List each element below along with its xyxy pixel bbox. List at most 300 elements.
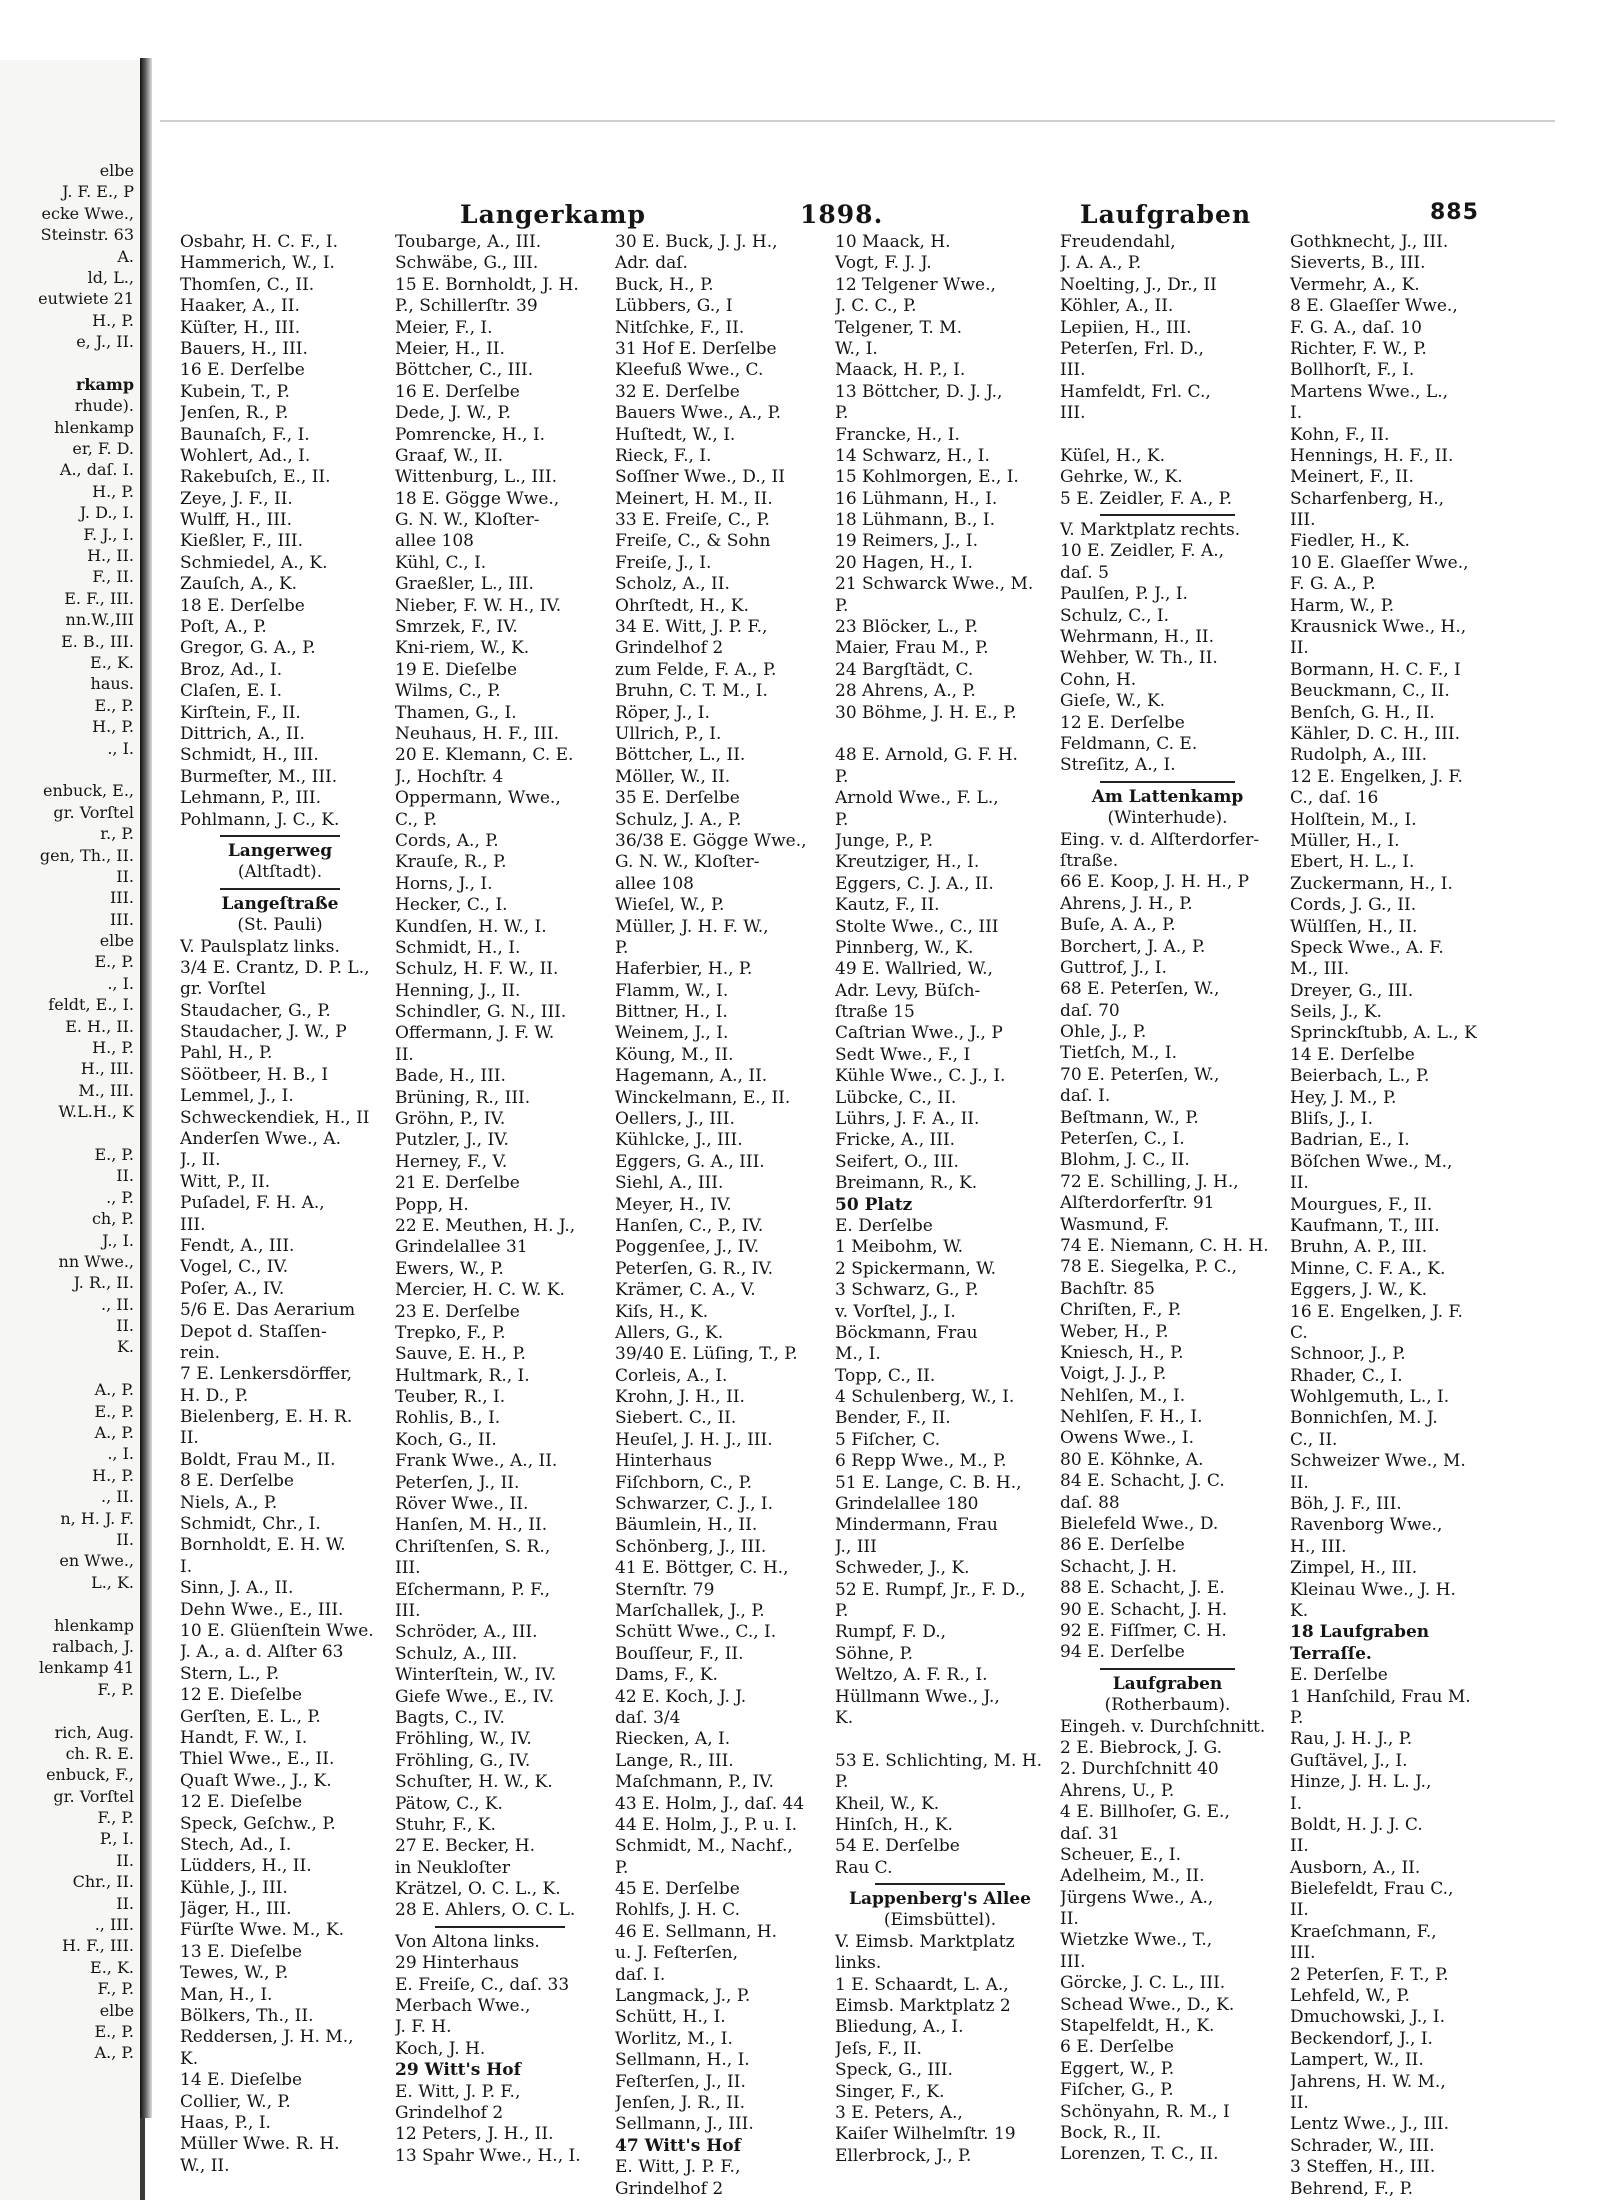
directory-entry: Lüdders, H., II. <box>180 1856 312 1877</box>
directory-entry: Wehber, W. Th., II. <box>1060 648 1218 669</box>
directory-entry: Boldt, H. J. J. C. <box>1290 1814 1423 1835</box>
directory-entry: Feſterſen, J., II. <box>615 2071 746 2092</box>
directory-entry: Köhler, A., II. <box>1060 296 1174 317</box>
directory-entry: II. <box>1290 1472 1309 1493</box>
directory-entry: 8 E. Glaeſſer Wwe., <box>1290 296 1458 317</box>
directory-entry: Bock, R., II. <box>1060 2122 1162 2143</box>
directory-entry: Kraeſchmann, F., <box>1290 1921 1437 1942</box>
directory-entry: 46 E. Sellmann, H. <box>615 1921 778 1942</box>
directory-entry: Oppermann, Wwe., <box>395 788 561 809</box>
directory-entry: E. Derſelbe <box>1290 1665 1388 1686</box>
directory-entry: III. <box>1060 360 1086 381</box>
directory-entry: 48 E. Arnold, G. F. H. <box>835 745 1018 766</box>
book-gutter-shadow <box>140 58 152 2118</box>
directory-entry: 28 Ahrens, A., P. <box>835 681 976 702</box>
directory-entry: Toubarge, A., III. <box>395 232 542 252</box>
prev-page-line: A., P. <box>94 1423 134 1443</box>
directory-entry: Schwäbe, G., III. <box>395 253 539 274</box>
directory-entry: Pahl, H., P. <box>180 1043 273 1064</box>
directory-entry: Kaufmann, T., III. <box>1290 1215 1440 1236</box>
directory-entry: Dede, J. W., P. <box>395 403 511 424</box>
directory-entry: 3/4 E. Crantz, D. P. L., <box>180 957 370 978</box>
directory-entry: Ravenborg Wwe., <box>1290 1515 1443 1536</box>
prev-page-line: n, H. J. F. <box>60 1508 134 1528</box>
directory-entry: Adr. Levy, Büſch- <box>835 980 981 1001</box>
directory-entry: P. <box>835 1601 849 1621</box>
directory-entry: II. <box>1060 1909 1079 1930</box>
directory-entry: II. <box>1290 1836 1309 1857</box>
directory-entry: Grindelhof 2 <box>615 2178 724 2199</box>
directory-entry: 66 E. Koop, J. H. H., P <box>1060 872 1250 893</box>
directory-entry: Söhne, P. <box>835 1643 914 1664</box>
directory-entry: E. Witt, J. P. F., <box>395 2081 521 2102</box>
directory-entry: Burmeſter, M., III. <box>180 766 338 787</box>
directory-entry: Bielenberg, E. H. R. <box>180 1407 353 1428</box>
directory-entry: 94 E. Derſelbe <box>1060 1642 1185 1663</box>
prev-page-line: H., P. <box>92 1038 134 1058</box>
directory-entry: (St. Pauli) <box>237 915 323 936</box>
section-rule <box>435 1926 565 1928</box>
directory-entry: Schröder, A., III. <box>395 1622 538 1643</box>
directory-entry: 23 Blöcker, L., P. <box>835 617 979 638</box>
directory-entry: 2. Durchſchnitt 40 <box>1060 1759 1219 1780</box>
street-heading: 18 Laufgraben <box>1290 1622 1430 1643</box>
directory-entry: Dehn Wwe., E., III. <box>180 1599 344 1620</box>
directory-entry: Gehrke, W., K. <box>1060 467 1183 488</box>
prev-page-line: enbuck, F., <box>46 1765 134 1785</box>
directory-entry: daſ. I. <box>1060 1086 1111 1107</box>
directory-entry: Röper, J., I. <box>615 702 710 723</box>
directory-entry: Nieber, F. W. H., IV. <box>395 595 562 616</box>
directory-entry: in Neukloſter <box>395 1857 510 1878</box>
prev-page-line <box>0 759 140 780</box>
directory-entry: Kühlcke, J., III. <box>615 1130 743 1151</box>
prev-page-line: E. B., III. <box>61 631 134 651</box>
directory-entry: Schulz, A., III. <box>395 1643 518 1664</box>
directory-entry: Meinert, F., II. <box>1290 467 1414 488</box>
directory-entry: Hamfeldt, Frl. C., <box>1060 381 1211 402</box>
directory-entry: Schönyahn, R. M., I <box>1060 2101 1230 2122</box>
directory-entry: 22 E. Meuthen, H. J., <box>395 1215 576 1236</box>
directory-entry: (Rotherbaum). <box>1104 1695 1231 1716</box>
directory-entry: II. <box>395 1044 414 1065</box>
directory-entry: Tietſch, M., I. <box>1060 1043 1177 1064</box>
directory-entry: Sellmann, H., I. <box>615 2050 750 2071</box>
prev-page-line: F., P. <box>97 1808 134 1828</box>
directory-entry: Schmidt, M., Nachf., <box>615 1836 793 1857</box>
directory-entry: Anderſen Wwe., A. <box>180 1129 341 1150</box>
prev-page-line: E. F., III. <box>64 588 134 608</box>
directory-entry: Bormann, H. C. F., I <box>1290 659 1461 680</box>
directory-entry: Bittner, H., I. <box>615 1002 728 1023</box>
prev-page-line: J. R., II. <box>73 1273 134 1293</box>
directory-entry: P. <box>835 1772 849 1793</box>
directory-entry: Sprinckſtubb, A. L., K <box>1290 1023 1477 1044</box>
directory-entry: Wasmund, F. <box>1060 1214 1170 1235</box>
directory-entry: V. Eimsb. Marktplatz <box>835 1931 1015 1952</box>
previous-page-fragment <box>0 60 145 2200</box>
directory-entry: Badrian, E., I. <box>1290 1130 1410 1151</box>
directory-entry: Schulz, C., I. <box>1060 605 1169 626</box>
directory-entry: Arnold Wwe., F. L., <box>835 788 999 809</box>
directory-entry: Behrend, F., P. <box>1290 2178 1414 2199</box>
prev-page-line: E., P. <box>94 1401 134 1421</box>
prev-page-line: II. <box>116 1893 134 1913</box>
prev-page-line: H., P. <box>92 717 134 737</box>
directory-entry: Voigt, J. J., P. <box>1060 1364 1167 1385</box>
directory-entry: 39/40 E. Lüſing, T., P. <box>615 1344 798 1365</box>
directory-entry: Bade, H., III. <box>395 1066 506 1087</box>
directory-entry: Alſterdorferſtr. 91 <box>1060 1193 1215 1214</box>
prev-page-line: nn Wwe., <box>58 1251 134 1271</box>
directory-entry: M., III. <box>1290 959 1350 980</box>
directory-entry: Ahrens, U., P. <box>1060 1780 1175 1801</box>
directory-entry: Handt, F. W., I. <box>180 1727 308 1748</box>
prev-page-line: H., P. <box>92 1465 134 1485</box>
prev-page-line: eutwiete 21 <box>38 289 134 309</box>
directory-entry: Kheil, W., K. <box>835 1793 940 1814</box>
column-5 <box>1060 232 1275 2166</box>
prev-page-line: H. F., III. <box>61 1936 134 1956</box>
directory-entry: Hinze, J. H. L. J., <box>1290 1772 1432 1793</box>
directory-entry: C. <box>1290 1322 1308 1343</box>
directory-entry: Schönberg, J., III. <box>615 1536 767 1557</box>
directory-entry: Breimann, R., K. <box>835 1173 978 1194</box>
directory-entry: 53 E. Schlichting, M. H. <box>835 1750 1043 1771</box>
prev-page-line: ., I. <box>107 1444 134 1464</box>
directory-entry: Peterſen, J., II. <box>395 1472 520 1493</box>
directory-entry: Freudendahl, <box>1060 232 1176 252</box>
directory-entry: Scharfenberg, H., <box>1290 488 1445 509</box>
prev-page-line <box>0 1593 140 1614</box>
directory-entry: K. <box>180 2048 199 2069</box>
directory-entry: 23 E. Derſelbe <box>395 1301 520 1322</box>
directory-entry: 15 E. Bornholdt, J. H. <box>395 274 579 295</box>
prev-page-line: II. <box>116 866 134 886</box>
directory-entry: J. A., a. d. Alſter 63 <box>180 1642 344 1663</box>
street-heading: 29 Witt's Hof <box>395 2060 521 2081</box>
directory-entry: Mindermann, Frau <box>835 1515 998 1536</box>
directory-entry: Schmidt, H., III. <box>180 745 319 766</box>
prev-page-line: ., I. <box>107 738 134 758</box>
street-heading: Langerweg <box>227 840 333 861</box>
directory-entry: 74 E. Niemann, C. H. H. <box>1060 1235 1269 1256</box>
directory-entry: Claſen, E. I. <box>180 681 283 702</box>
directory-entry: Schütt, H., I. <box>615 2007 726 2028</box>
directory-entry: Hecker, C., I. <box>395 895 508 916</box>
directory-entry: 15 Kohlmorgen, E., I. <box>835 467 1019 488</box>
directory-entry: E. Freiſe, C., daſ. 33 <box>395 1974 570 1995</box>
directory-entry: Böttcher, C., III. <box>395 360 534 381</box>
directory-entry: Pinnberg, W., K. <box>835 937 974 958</box>
directory-entry: Benſch, G. H., II. <box>1290 702 1435 723</box>
header-left-title: Langerkamp <box>460 200 646 229</box>
street-heading: Lappenberg's Allee <box>849 1889 1031 1910</box>
directory-entry: Borchert, J. A., P. <box>1060 936 1206 957</box>
directory-entry: Worlitz, M., I. <box>615 2028 733 2049</box>
directory-entry: Fürſte Wwe. M., K. <box>180 1920 345 1941</box>
directory-entry: 18 E. Derſelbe <box>180 595 305 616</box>
directory-entry: Schead Wwe., D., K. <box>1060 1994 1235 2015</box>
directory-entry: P. <box>615 937 629 958</box>
directory-entry: C., daſ. 16 <box>1290 788 1379 809</box>
directory-entry: Speck, G., III. <box>835 2060 953 2081</box>
prev-page-line: e, J., II. <box>76 332 134 352</box>
directory-entry: Chriſten, F., P. <box>1060 1300 1182 1321</box>
directory-entry: Noelting, J., Dr., II <box>1060 274 1217 295</box>
directory-entry: Bruhn, C. T. M., I. <box>615 681 768 702</box>
directory-entry: zum Felde, F. A., P. <box>615 659 777 680</box>
directory-entry: Eggers, J. W., K. <box>1290 1280 1428 1301</box>
directory-entry: Sieverts, B., III. <box>1290 253 1426 274</box>
directory-entry: Tewes, W., P. <box>180 1963 289 1984</box>
directory-entry: Corleis, A., I. <box>615 1365 728 1386</box>
directory-entry: Kühl, C., I. <box>395 552 487 573</box>
directory-entry: Schmiedel, A., K. <box>180 552 328 573</box>
directory-entry: Hultmark, R., I. <box>395 1365 530 1386</box>
directory-entry: Küſter, H., III. <box>180 317 301 338</box>
directory-entry: Krämer, C. A., V. <box>615 1280 756 1301</box>
prev-page-line: II. <box>116 1316 134 1336</box>
directory-entry: Jeſs, F., II. <box>835 2038 922 2059</box>
directory-entry: II. <box>1290 2092 1309 2113</box>
directory-entry: 6 Repp Wwe., M., P. <box>835 1451 1007 1472</box>
directory-entry: Bruhn, A. P., III. <box>1290 1237 1428 1258</box>
directory-entry: Witt, P., II. <box>180 1171 271 1192</box>
prev-page-line: rhude). <box>74 396 134 416</box>
directory-entry: 32 E. Derſelbe <box>615 381 740 402</box>
directory-entry: 8 E. Derſelbe <box>180 1471 294 1492</box>
directory-entry: Topp, C., II. <box>835 1365 936 1386</box>
directory-entry: Sellmann, J., III. <box>615 2114 754 2135</box>
section-rule <box>220 835 340 837</box>
directory-entry: H., III. <box>1290 1536 1347 1557</box>
directory-entry: Müller, H., I. <box>1290 830 1400 851</box>
directory-entry: Hagemann, A., II. <box>615 1066 768 1087</box>
directory-entry: 10 E. Glüenſtein Wwe. <box>180 1621 374 1641</box>
directory-entry: Kohn, F., II. <box>1290 424 1390 445</box>
directory-entry: Zeye, J. F., II. <box>180 488 293 509</box>
directory-entry: Jürgens Wwe., A., <box>1060 1887 1214 1908</box>
prev-page-line: F. J., I. <box>83 524 134 544</box>
directory-entry: Beierbach, L., P. <box>1290 1066 1430 1087</box>
directory-entry: (Altſtadt). <box>237 862 323 883</box>
directory-entry: Mercier, H. C. W. K. <box>395 1280 565 1301</box>
directory-entry: Henning, J., II. <box>395 980 521 1001</box>
directory-entry: 10 Maack, H. <box>835 232 951 252</box>
directory-entry: Fiſcher, G., P. <box>1060 2080 1174 2101</box>
directory-entry: Müller, J. H. F. W., <box>615 916 769 937</box>
directory-entry: Schuſter, H. W., K. <box>395 1772 553 1793</box>
directory-entry: Wieſel, W., P. <box>615 895 725 916</box>
prev-page-line: II. <box>116 1530 134 1549</box>
prev-page-line: II. <box>116 1850 134 1870</box>
column-1 <box>180 232 380 2177</box>
prev-page-line <box>0 1358 140 1379</box>
directory-entry: K. <box>1290 1601 1309 1621</box>
directory-entry: Niels, A., P. <box>180 1492 278 1513</box>
directory-entry: K. <box>835 1707 854 1728</box>
prev-page-line: haus. <box>90 674 134 694</box>
directory-entry: Siehl, A., III. <box>615 1173 724 1194</box>
prev-page-line: W.L.H., K <box>58 1102 134 1122</box>
prev-page-line: K. <box>116 1337 134 1357</box>
directory-entry: daſ. 3/4 <box>615 1707 681 1728</box>
directory-entry: Fiedler, H., K. <box>1290 531 1410 552</box>
directory-entry: V. Marktplatz rechts. <box>1060 520 1241 541</box>
directory-entry: Hinterhaus <box>615 1451 712 1472</box>
directory-entry: Streſitz, A., I. <box>1060 755 1176 776</box>
prev-page-line: er, F. D. <box>72 439 134 459</box>
directory-entry: E. Witt, J. P. F., <box>615 2157 741 2178</box>
directory-entry: Kühle, J., III. <box>180 1877 288 1898</box>
street-heading: Am Lattenkamp <box>1091 786 1244 807</box>
directory-entry: II. <box>180 1428 199 1449</box>
directory-entry: Möller, W., II. <box>615 766 731 787</box>
directory-entry: Eggert, W., P. <box>1060 2058 1175 2079</box>
directory-entry: C., II. <box>1290 1429 1338 1450</box>
directory-entry: Görcke, J. C. L., III. <box>1060 1973 1226 1994</box>
directory-entry: Nitſchke, F., II. <box>615 317 745 338</box>
directory-entry: Cohn, H. <box>1060 669 1137 690</box>
section-rule <box>1100 781 1235 783</box>
directory-entry: 30 Böhme, J. H. E., P. <box>835 702 1017 723</box>
directory-entry: Broz, Ad., I. <box>180 659 283 680</box>
directory-entry: Köung, M., II. <box>615 1044 734 1065</box>
directory-entry: 3 E. Peters, A., <box>835 2102 963 2123</box>
directory-entry: Schrader, W., III. <box>1290 2135 1435 2156</box>
directory-entry: Maier, Frau M., P. <box>835 638 989 659</box>
directory-entry: Weinem, J., I. <box>615 1023 729 1044</box>
directory-entry: Dittrich, A., II. <box>180 723 305 744</box>
directory-entry: 84 E. Schacht, J. C. <box>1060 1471 1225 1492</box>
directory-entry: Heuſel, J. H. J., III. <box>615 1429 773 1450</box>
directory-entry: allee 108 <box>395 531 474 552</box>
directory-entry: 14 Schwarz, H., I. <box>835 445 990 466</box>
directory-entry: Nehlſen, M., I. <box>1060 1385 1186 1406</box>
directory-entry: 1 Hanſchild, Frau M. <box>1290 1686 1471 1707</box>
directory-entry: 49 E. Wallried, W., <box>835 959 993 980</box>
directory-entry: Bölkers, Th., II. <box>180 2006 314 2027</box>
prev-page-line: H., P. <box>92 310 134 330</box>
directory-entry: Jenſen, R., P. <box>180 403 289 424</box>
directory-entry: Eggers, G. A., III. <box>615 1151 765 1172</box>
directory-entry: Lehfeld, W., P. <box>1290 1986 1410 2007</box>
section-rule <box>220 888 340 890</box>
directory-entry: 19 E. Dieſelbe <box>395 659 518 680</box>
directory-entry: 2 E. Biebrock, J. G. <box>1060 1737 1222 1758</box>
directory-entry: Zimpel, H., III. <box>1290 1558 1418 1579</box>
directory-entry: rein. <box>180 1342 220 1363</box>
directory-entry: Scheuer, E., I. <box>1060 1844 1181 1865</box>
directory-entry: Quaſt Wwe., J., K. <box>180 1770 332 1791</box>
directory-entry: Depot d. Staſſen- <box>180 1321 327 1342</box>
directory-entry: 24 Bargſtädt, C. <box>835 659 974 680</box>
directory-entry: Lentz Wwe., J., III. <box>1290 2114 1450 2135</box>
directory-entry: J., II. <box>180 1150 221 1171</box>
directory-entry: 12 E. Derſelbe <box>1060 712 1185 733</box>
running-header <box>160 200 1555 236</box>
directory-entry <box>1060 425 1275 446</box>
prev-page-line: enbuck, E., <box>43 781 134 801</box>
directory-entry: Osbahr, H. C. F., I. <box>180 232 339 252</box>
directory-entry: Poſt, A., P. <box>180 617 267 638</box>
prev-page-line: ., II. <box>101 1294 134 1314</box>
header-right-title: Laufgraben <box>1080 200 1252 229</box>
directory-entry: Dams, F., K. <box>615 1665 718 1686</box>
directory-entry: 13 Böttcher, D. J. J., <box>835 381 1003 402</box>
directory-entry: Böttcher, L., II. <box>615 745 746 766</box>
directory-entry: Cords, J. G., II. <box>1290 895 1417 916</box>
directory-entry: Krauſe, R., P. <box>395 852 507 873</box>
directory-entry: Rhader, C., I. <box>1290 1365 1403 1386</box>
directory-entry: 30 E. Buck, J. J. H., <box>615 232 778 252</box>
directory-entry: 43 E. Holm, J., daſ. 44 <box>615 1793 805 1814</box>
prev-page-line: gr. Vorſtel <box>53 802 134 822</box>
prev-page-line: Steinstr. 63 <box>40 225 134 245</box>
prev-page-line: L., K. <box>91 1572 134 1592</box>
directory-entry: 44 E. Holm, J., P. u. I. <box>615 1814 798 1835</box>
directory-entry: 70 E. Peterſen, W., <box>1060 1064 1220 1085</box>
directory-entry: Müller Wwe. R. H. <box>180 2134 340 2155</box>
directory-entry: Hey, J. M., P. <box>1290 1087 1397 1108</box>
directory-entry: Schulz, H. F. W., II. <box>395 959 559 980</box>
directory-entry: Schweder, J., K. <box>835 1558 970 1579</box>
directory-entry: Gregor, G. A., P. <box>180 638 316 659</box>
directory-entry: Sauve, E. H., P. <box>395 1344 526 1365</box>
directory-entry: Weber, H., P. <box>1060 1321 1169 1342</box>
directory-entry: 36/38 E. Gögge Wwe., <box>615 830 807 851</box>
directory-entry: Bonnichſen, M. J. <box>1290 1408 1438 1429</box>
directory-entry: 21 E. Derſelbe <box>395 1173 520 1194</box>
directory-entry: W., I. <box>835 338 878 359</box>
directory-entry: Giefe Wwe., E., IV. <box>395 1686 555 1707</box>
directory-entry: Lange, R., III. <box>615 1750 734 1771</box>
directory-entry: Herney, F., V. <box>395 1151 508 1172</box>
directory-entry: Guſtävel, J., I. <box>1290 1750 1408 1771</box>
prev-page-line: ralbach, J. <box>52 1636 134 1656</box>
directory-entry: III. <box>180 1214 206 1235</box>
directory-entry: Koch, G., II. <box>395 1429 497 1450</box>
directory-entry: Poſer, A., IV. <box>180 1278 285 1299</box>
directory-entry: Kniesch, H., P. <box>1060 1342 1184 1363</box>
directory-entry: Adr. daſ. <box>615 253 688 274</box>
directory-entry: 86 E. Derſelbe <box>1060 1535 1185 1556</box>
directory-entry: J., Hochſtr. 4 <box>395 766 504 787</box>
directory-entry: Flamm, W., I. <box>615 980 729 1001</box>
directory-entry: Grindelallee 180 <box>835 1494 979 1515</box>
section-rule <box>875 1883 1005 1885</box>
prev-page-line: E., K. <box>90 1957 134 1977</box>
directory-entry: Ullrich, P., I. <box>615 723 722 744</box>
prev-page-line: E., P. <box>94 1144 134 1164</box>
directory-entry: Grindelhof 2 <box>395 2102 504 2123</box>
directory-entry: P. <box>835 809 849 830</box>
directory-entry: Poggenſee, J., IV. <box>615 1237 760 1258</box>
directory-entry: 16 E. Derſelbe <box>395 381 520 402</box>
directory-entry: Lemmel, J., I. <box>180 1086 294 1107</box>
directory-entry: Kaiſer Wilhelmſtr. 19 <box>835 2124 1016 2145</box>
directory-entry: Schacht, J. H. <box>1060 1556 1177 1577</box>
directory-entry: Rau C. <box>835 1857 893 1878</box>
directory-entry: Bielefeldt, Frau C., <box>1290 1879 1454 1900</box>
directory-entry: Eimsb. Marktplatz 2 <box>835 1996 1011 2017</box>
directory-entry: Hanſen, C., P., IV. <box>615 1215 764 1236</box>
directory-entry: Soſſner Wwe., D., II <box>615 467 785 488</box>
directory-entry: 5 Fiſcher, C. <box>835 1429 941 1450</box>
directory-entry: Eingeh. v. Durchſchnitt. <box>1060 1716 1266 1737</box>
prev-page-line: A., P. <box>94 2043 134 2063</box>
